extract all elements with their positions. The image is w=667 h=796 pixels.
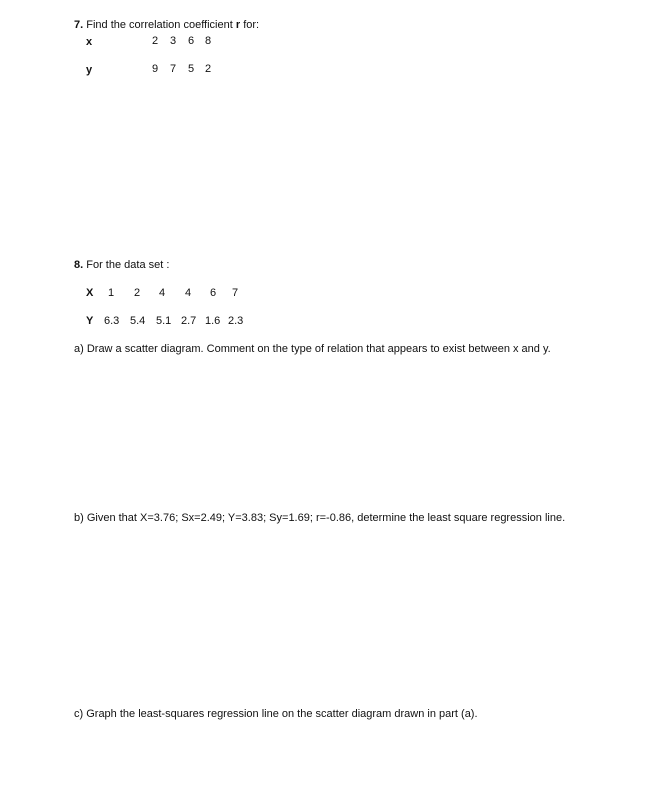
q8-y-value: 1.6 — [205, 315, 221, 327]
q8-x-value: 4 — [159, 287, 166, 299]
q8-x-value: 6 — [210, 287, 217, 299]
q7-x-value: 2 — [152, 35, 159, 47]
question-8-text: For the data set : — [86, 259, 170, 271]
question-7-text: Find the correlation coefficient — [86, 19, 233, 31]
q8-x-label: X — [86, 287, 94, 299]
q7-x-value: 8 — [205, 35, 212, 47]
question-7-variable: r — [235, 19, 241, 31]
q8-x-value: 1 — [108, 287, 115, 299]
q8-y-label: Y — [86, 315, 94, 327]
question-7-suffix: for: — [243, 19, 260, 31]
q8-part-a: a) Draw a scatter diagram. Comment on the type of relation that appears to exist between x and y. — [74, 343, 551, 355]
q7-y-value: 2 — [205, 63, 212, 75]
question-7-number: 7. — [74, 19, 84, 31]
q8-y-value: 6.3 — [104, 315, 120, 327]
question-8-number: 8. — [74, 259, 84, 271]
q7-y-label: y — [86, 64, 93, 76]
q8-y-value: 5.1 — [156, 315, 172, 327]
q8-part-b: b) Given that X=3.76; Sx=2.49; Y=3.83; Sy=1.69; r=-0.86, determine the least square regression line. — [74, 512, 566, 524]
q7-x-value: 3 — [170, 35, 177, 47]
q8-y-value: 2.7 — [181, 315, 197, 327]
question-8-heading — [74, 259, 169, 271]
q8-x-value: 2 — [134, 287, 141, 299]
q7-y-value: 7 — [170, 63, 177, 75]
q8-y-value: 5.4 — [130, 315, 146, 327]
q8-y-value: 2.3 — [228, 315, 244, 327]
q7-y-value: 5 — [188, 63, 195, 75]
q8-x-value: 4 — [185, 287, 192, 299]
q8-part-c: c) Graph the least-squares regression line on the scatter diagram drawn in part (a). — [74, 708, 478, 720]
q7-x-value: 6 — [188, 35, 195, 47]
question-7-heading — [74, 19, 259, 31]
q8-x-value: 7 — [232, 287, 239, 299]
q7-y-value: 9 — [152, 63, 159, 75]
q7-x-label: x — [86, 36, 93, 48]
